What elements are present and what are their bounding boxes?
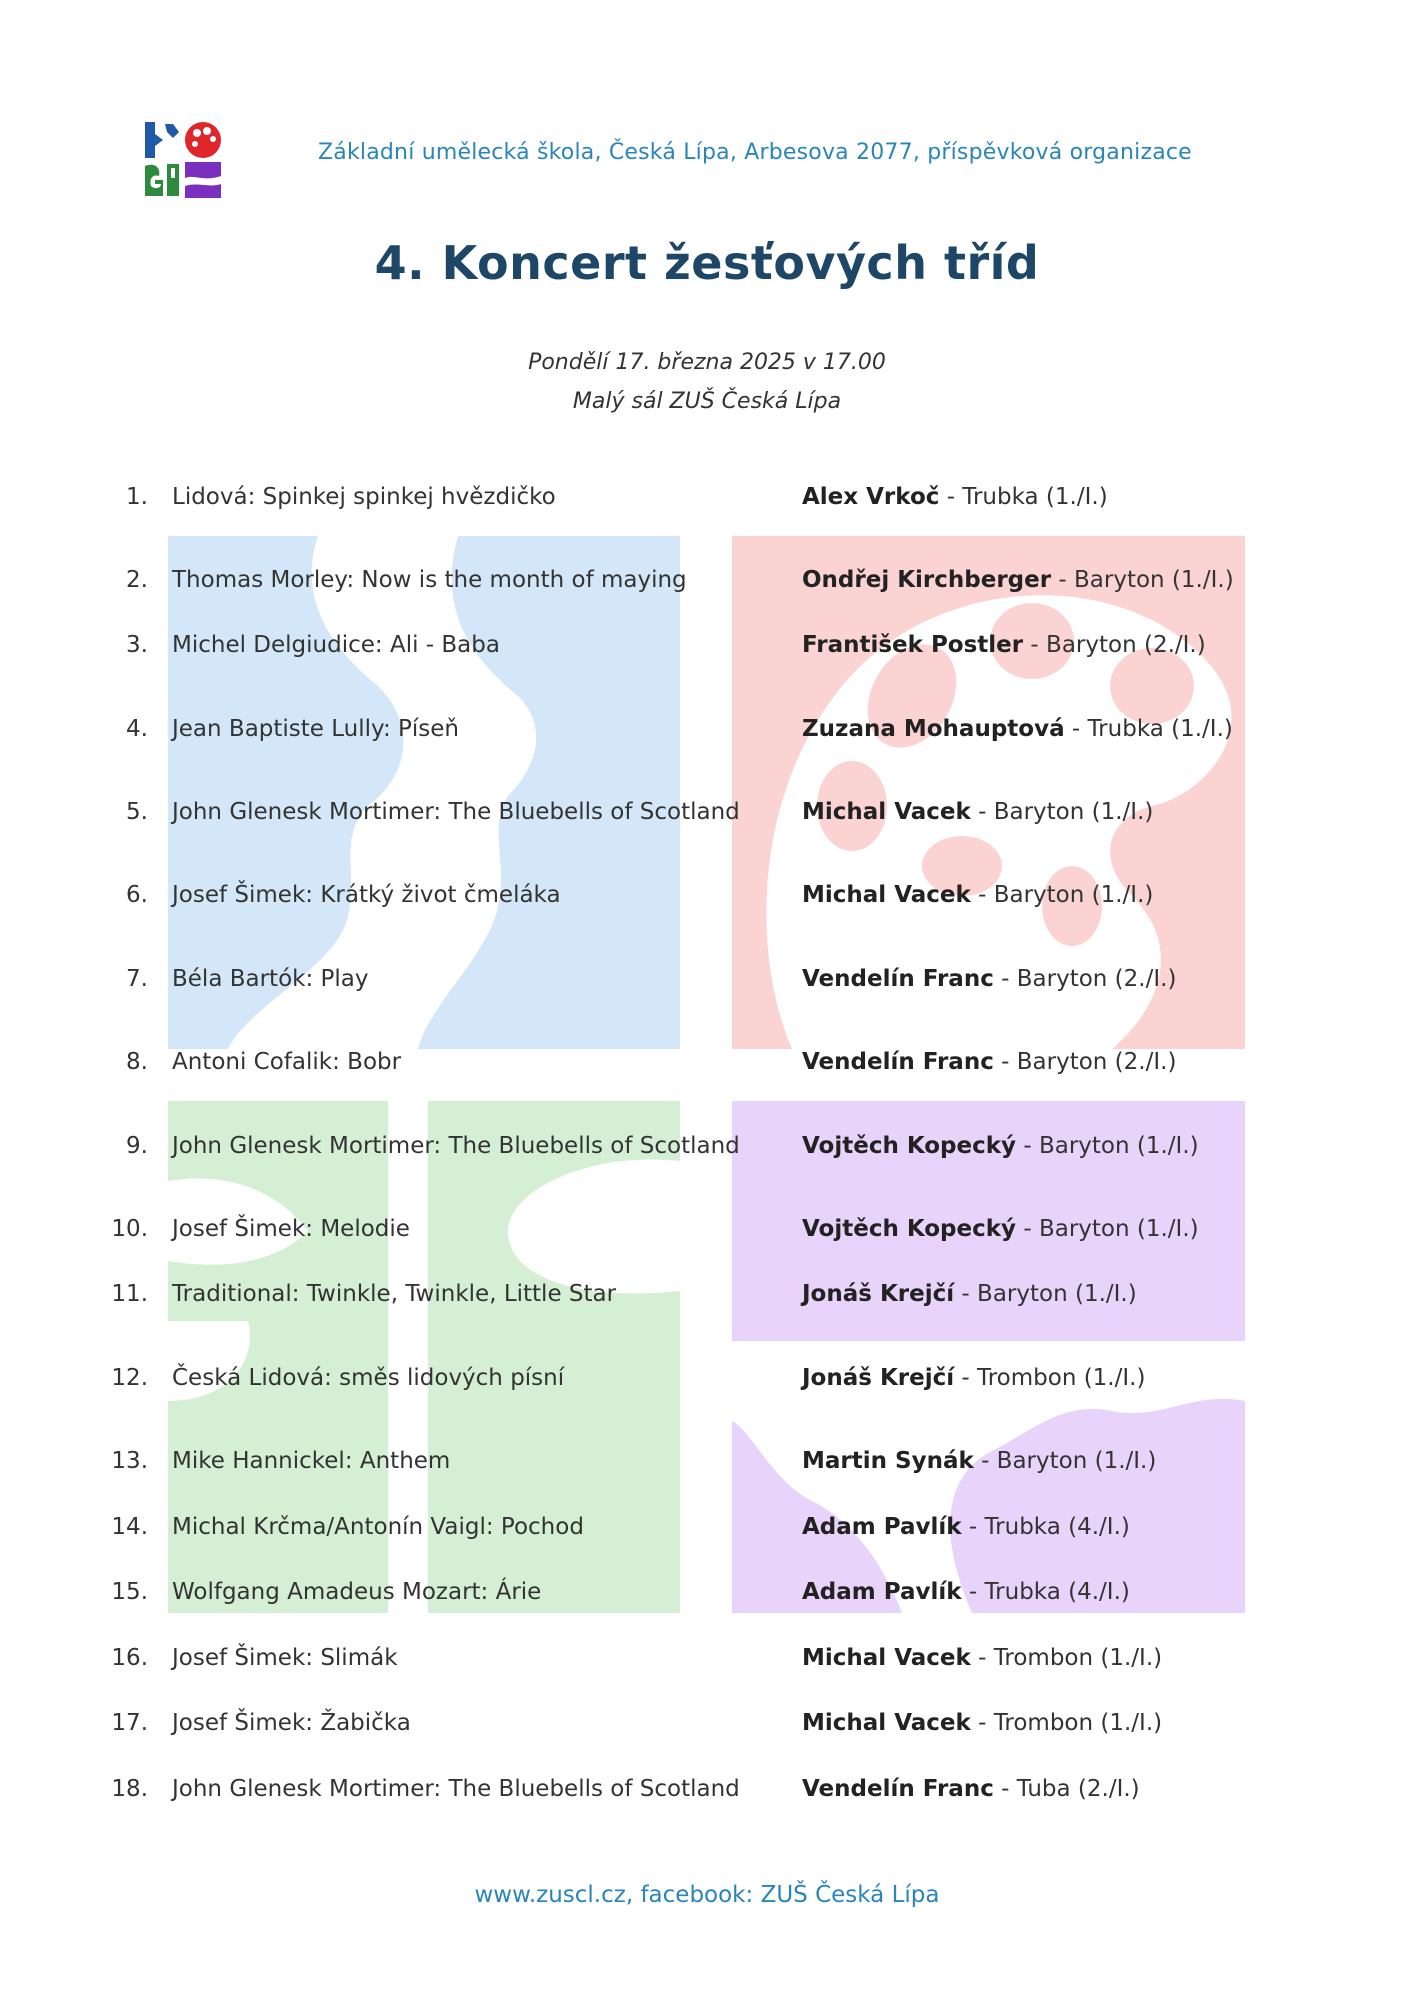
program-item-performer-line — [802, 1710, 1162, 1736]
performer-instrument: - Baryton (1./I.) — [1051, 567, 1234, 593]
performer-instrument: - Trubka (1./I.) — [939, 484, 1108, 510]
program-item-performer-line — [802, 1776, 1140, 1802]
program-item-number: 7. — [126, 966, 148, 992]
performer-instrument: - Baryton (1./I.) — [1016, 1216, 1199, 1242]
program-item-number: 16. — [111, 1645, 148, 1671]
program-item-number: 4. — [126, 716, 148, 742]
program-item-number: 11. — [111, 1281, 148, 1307]
program-item-piece: Béla Bartók: Play — [172, 966, 369, 992]
program-item-piece: John Glenesk Mortimer: The Bluebells of Scotland — [172, 1133, 740, 1159]
program-item-piece: Josef Šimek: Krátký život čmeláka — [172, 882, 561, 908]
program-item-performer-line — [802, 1133, 1199, 1159]
program-item-performer-line — [802, 484, 1108, 510]
program-item-piece: Traditional: Twinkle, Twinkle, Little Star — [172, 1281, 617, 1307]
program-item-performer-line — [802, 799, 1153, 825]
program-item — [0, 1049, 1414, 1089]
program-item — [0, 882, 1414, 922]
performer-instrument: - Trubka (4./I.) — [961, 1514, 1130, 1540]
performer-name: Adam Pavlík — [802, 1514, 962, 1540]
performer-instrument: - Tuba (2./I.) — [993, 1776, 1140, 1802]
program-item — [0, 1448, 1414, 1488]
program-item — [0, 484, 1414, 524]
program-item-number: 12. — [111, 1365, 148, 1391]
program-item-piece: Josef Šimek: Slimák — [172, 1645, 398, 1671]
performer-instrument: - Trombon (1./I.) — [970, 1710, 1163, 1736]
program-item-performer-line — [802, 716, 1233, 742]
performer-name: Michal Vacek — [802, 1645, 971, 1671]
program-item-number: 2. — [126, 567, 148, 593]
program-item — [0, 1133, 1414, 1173]
footer-links: www.zuscl.cz, facebook: ZUŠ Česká Lípa — [474, 1882, 940, 1908]
program-item-number: 3. — [126, 632, 148, 658]
program-item-number: 15. — [111, 1579, 148, 1605]
program-item-number: 13. — [111, 1448, 148, 1474]
program-item-performer-line — [802, 1514, 1130, 1540]
program-item-number: 10. — [111, 1216, 148, 1242]
performer-name: Adam Pavlík — [802, 1579, 962, 1605]
performer-instrument: - Baryton (2./I.) — [1023, 632, 1206, 658]
program-item-piece: Thomas Morley: Now is the month of maying — [172, 567, 687, 593]
program-item-performer-line — [802, 1365, 1145, 1391]
program-item — [0, 966, 1414, 1006]
program-item-performer-line — [802, 1448, 1156, 1474]
program-item-performer-line — [802, 1579, 1130, 1605]
program-item-performer-line — [802, 1049, 1176, 1075]
program-item-piece: Michel Delgiudice: Ali - Baba — [172, 632, 500, 658]
performer-name: Michal Vacek — [802, 799, 971, 825]
performer-instrument: - Baryton (1./I.) — [954, 1281, 1137, 1307]
zus-logo-icon — [143, 120, 223, 200]
program-item — [0, 567, 1414, 607]
performer-instrument: - Baryton (2./I.) — [993, 966, 1177, 992]
concert-venue: Malý sál ZUŠ Česká Lípa — [572, 389, 842, 414]
program-item — [0, 1776, 1414, 1816]
program-item — [0, 799, 1414, 839]
concert-date: Pondělí 17. března 2025 v 17.00 — [528, 350, 886, 375]
program-item — [0, 1281, 1414, 1321]
program-item-piece: Česká Lidová: směs lidových písní — [172, 1365, 565, 1391]
performer-instrument: - Baryton (1./I.) — [970, 882, 1154, 908]
program-item — [0, 1514, 1414, 1554]
performer-instrument: - Baryton (1./I.) — [973, 1448, 1157, 1474]
program-item-piece: Michal Krčma/Antonín Vaigl: Pochod — [172, 1514, 584, 1540]
performer-name: Vendelín Franc — [802, 1049, 994, 1075]
program-item-number: 18. — [111, 1776, 148, 1802]
school-name: Základní umělecká škola, Česká Lípa, Arbesova 2077, příspěvková organizace — [318, 140, 1192, 165]
program-item-performer-line — [802, 1645, 1162, 1671]
program-item-number: 9. — [126, 1133, 148, 1159]
performer-name: Vendelín Franc — [802, 1776, 994, 1802]
performer-instrument: - Baryton (2./I.) — [993, 1049, 1177, 1075]
program-item-performer-line — [802, 567, 1234, 593]
program-item-number: 6. — [126, 882, 148, 908]
performer-name: Michal Vacek — [802, 1710, 971, 1736]
performer-name: Zuzana Mohauptová — [802, 716, 1065, 742]
program-item-piece: Lidová: Spinkej spinkej hvězdičko — [172, 484, 556, 510]
program-item-number: 5. — [126, 799, 148, 825]
program-item-piece: Wolfgang Amadeus Mozart: Árie — [172, 1579, 542, 1605]
program-item-performer-line — [802, 966, 1176, 992]
page-title: 4. Koncert žesťových tříd — [374, 236, 1040, 290]
performer-instrument: - Trubka (4./I.) — [961, 1579, 1130, 1605]
program-item-piece: John Glenesk Mortimer: The Bluebells of Scotland — [172, 799, 740, 825]
performer-name: Vendelín Franc — [802, 966, 994, 992]
program-item — [0, 1710, 1414, 1750]
program-item-piece: Josef Šimek: Melodie — [172, 1216, 410, 1242]
program-item-number: 8. — [126, 1049, 148, 1075]
program-item-performer-line — [802, 1281, 1137, 1307]
performer-name: Martin Synák — [802, 1448, 974, 1474]
performer-name: Michal Vacek — [802, 882, 971, 908]
performer-name: Jonáš Krejčí — [802, 1365, 955, 1391]
program-item-piece: Jean Baptiste Lully: Píseň — [172, 716, 459, 742]
program-item — [0, 1365, 1414, 1405]
program-item-performer-line — [802, 882, 1153, 908]
program-item-piece: Mike Hannickel: Anthem — [172, 1448, 451, 1474]
program-item — [0, 716, 1414, 756]
program-item-performer-line — [802, 1216, 1199, 1242]
performer-name: Vojtěch Kopecký — [802, 1216, 1017, 1242]
performer-instrument: - Baryton (1./I.) — [1016, 1133, 1199, 1159]
performer-instrument: - Trubka (1./I.) — [1064, 716, 1233, 742]
performer-name: František Postler — [802, 632, 1024, 658]
program-item-number: 17. — [111, 1710, 148, 1736]
program-item-piece: John Glenesk Mortimer: The Bluebells of Scotland — [172, 1776, 740, 1802]
performer-instrument: - Baryton (1./I.) — [970, 799, 1154, 825]
performer-name: Jonáš Krejčí — [802, 1281, 955, 1307]
program-item — [0, 1579, 1414, 1619]
performer-name: Alex Vrkoč — [802, 484, 940, 510]
program-item-piece: Antoni Cofalik: Bobr — [172, 1049, 402, 1075]
program-item — [0, 632, 1414, 672]
program-item-performer-line — [802, 632, 1206, 658]
program-item — [0, 1645, 1414, 1685]
performer-name: Vojtěch Kopecký — [802, 1133, 1017, 1159]
performer-instrument: - Trombon (1./I.) — [970, 1645, 1163, 1671]
program-item — [0, 1216, 1414, 1256]
program-item-number: 14. — [111, 1514, 148, 1540]
performer-instrument: - Trombon (1./I.) — [954, 1365, 1146, 1391]
performer-name: Ondřej Kirchberger — [802, 567, 1052, 593]
program-item-number: 1. — [126, 484, 148, 510]
program-item-piece: Josef Šimek: Žabička — [172, 1710, 411, 1736]
